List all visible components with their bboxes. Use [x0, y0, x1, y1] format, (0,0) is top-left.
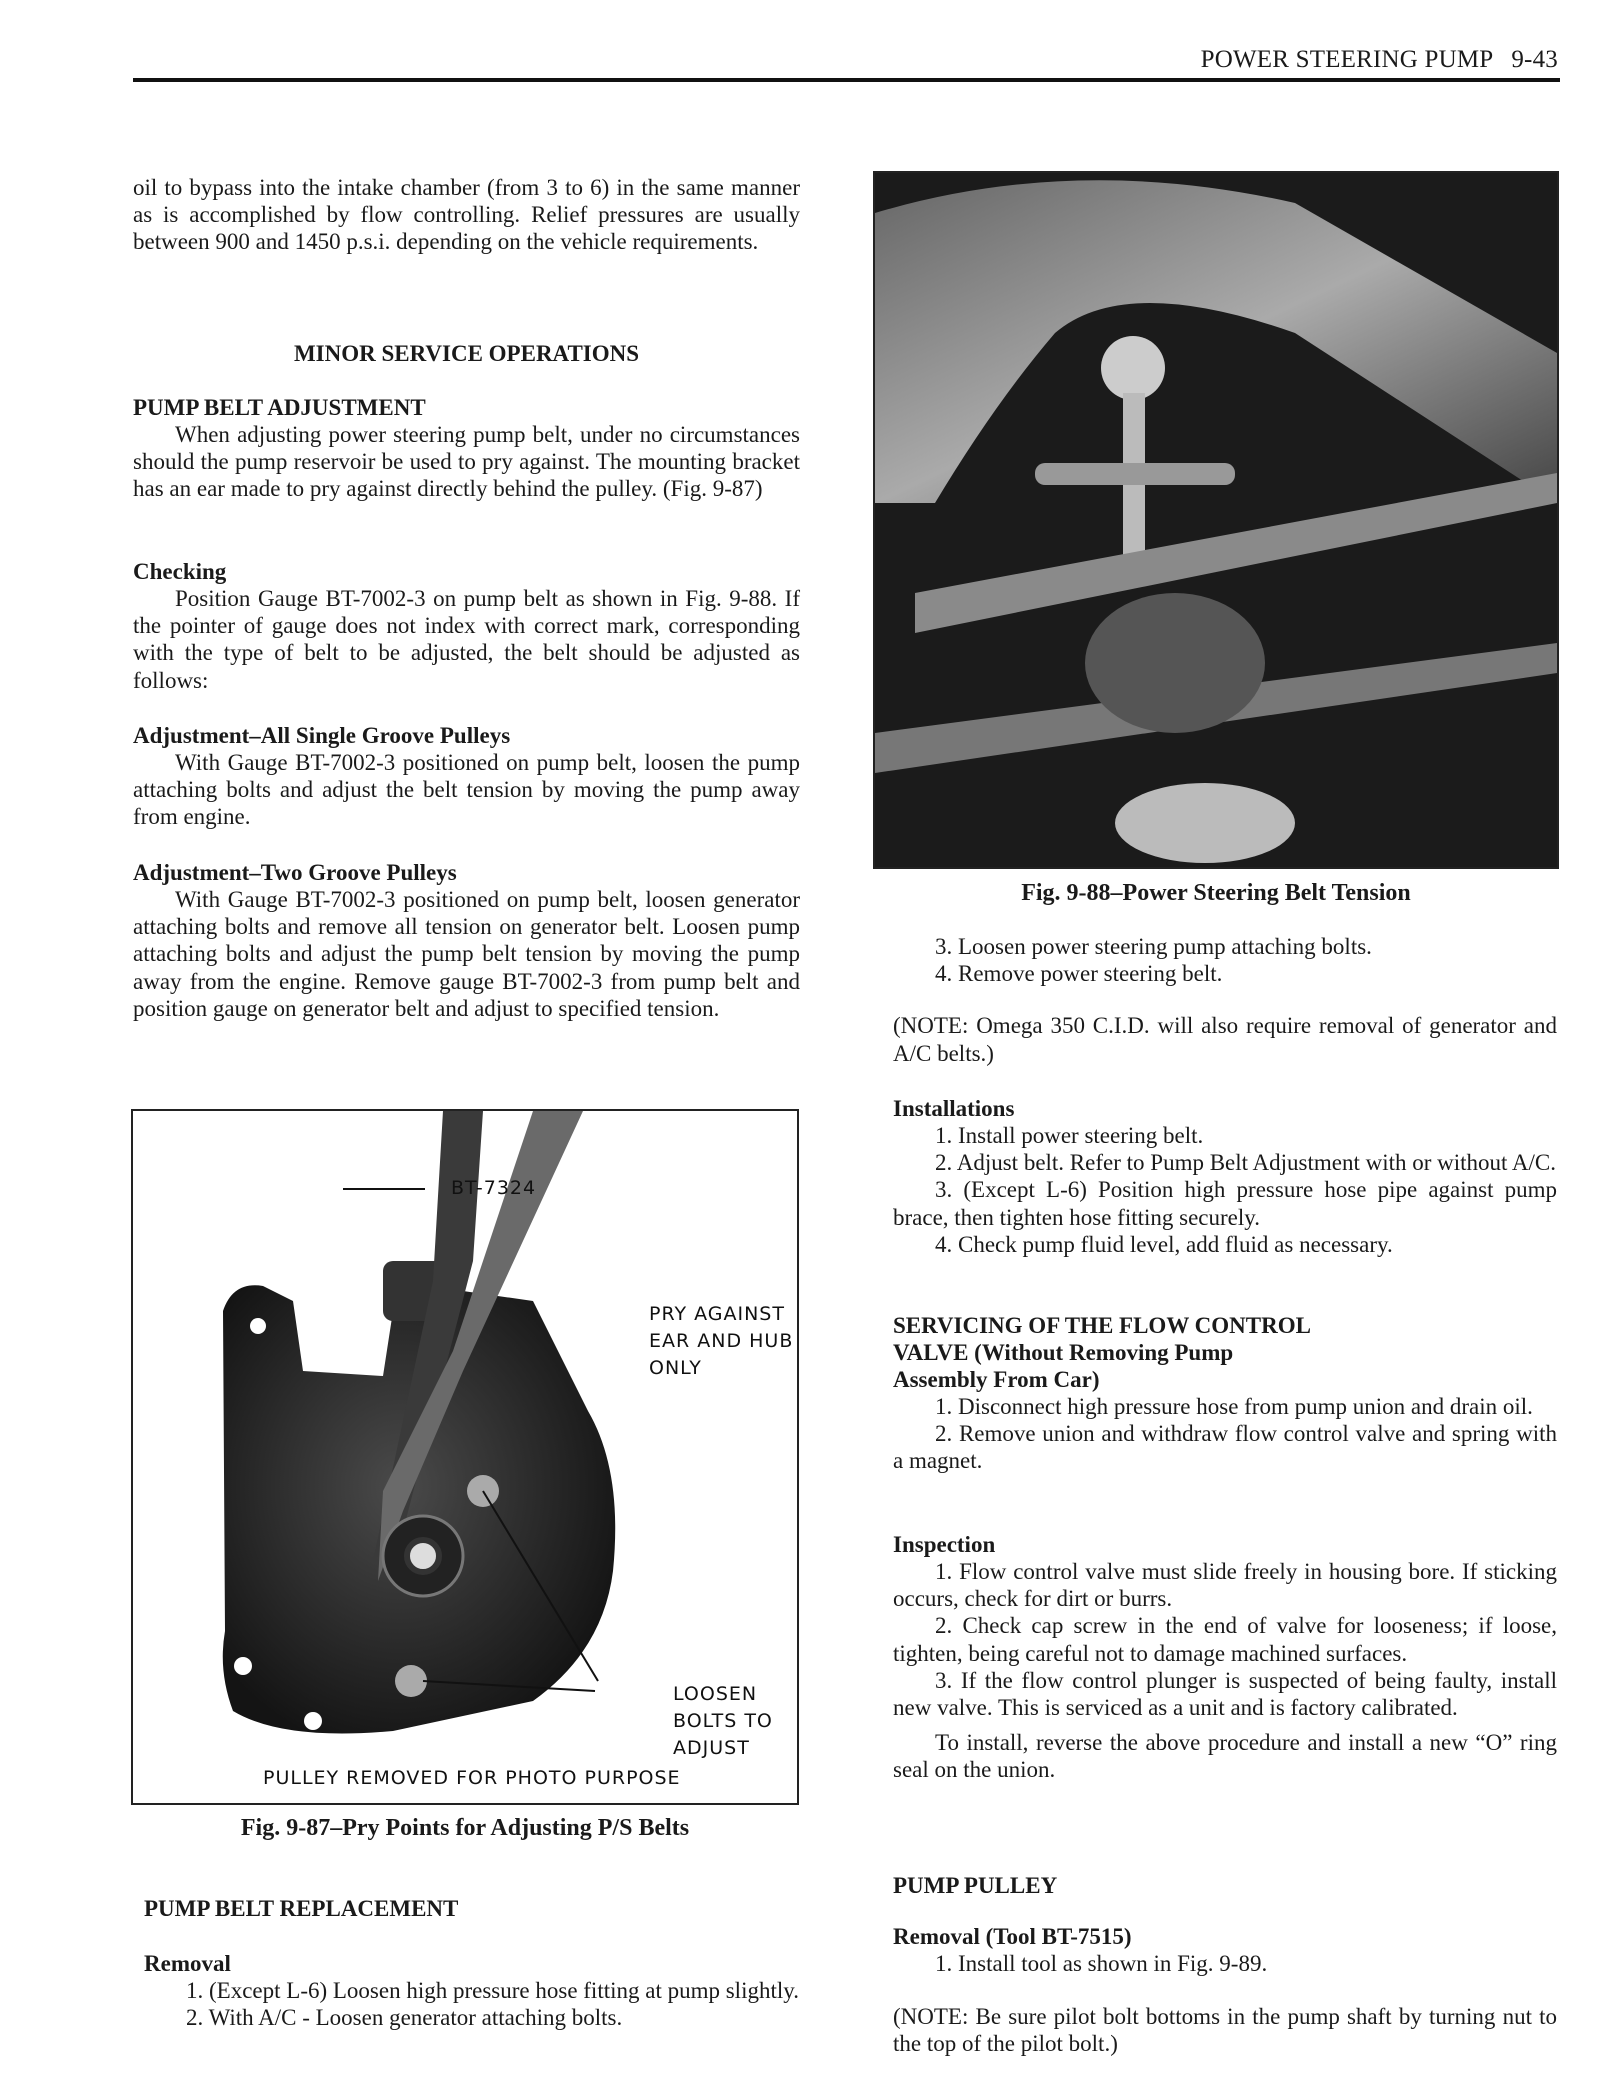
figure-9-88-caption: Fig. 9-88–Power Steering Belt Tension [1021, 880, 1411, 906]
belt-adjustment-section [133, 394, 800, 503]
loosen-label [673, 1681, 773, 1762]
cap [1115, 783, 1295, 863]
intro-text: oil to bypass into the intake chamber (from 3 to 6) in the same manner as is accomplished by flow controlling. Relief pressures are usually between 900 and 1450 p.s.i. depending on the vehicle requirements. [133, 175, 800, 255]
note-omega: (NOTE: Omega 350 C.I.D. will also require removal of generator and A/C belts.) [893, 1013, 1557, 1066]
pump-pulley-section [893, 1872, 1557, 2058]
two-groove-text: With Gauge BT-7002-3 positioned on pump belt, loosen generator attaching bolts and remove all tension on generator belt. Loosen pump attaching bolts and adjust the pump belt tension by moving the pump away from the engine. Remove gauge BT-7002-3 from pump belt and position gauge on generator belt and adjust to specified tension. [133, 887, 800, 1021]
inspection-step: 2. Check cap screw in the end of valve for looseness; if loose, tighten, being careful not to damage machined surfaces. [893, 1613, 1557, 1666]
install-step: 3. (Except L-6) Position high pressure hose pipe against pump brace, then tighten hose fitting securely. [893, 1177, 1557, 1230]
lower-bolt-icon [395, 1665, 427, 1697]
note-pilot-bolt: (NOTE: Be sure pilot bolt bottoms in the pump shaft by turning nut to the top of the pilot bolt.) [893, 2004, 1557, 2057]
pry-label [649, 1301, 793, 1382]
to-install-text: To install, reverse the above procedure and install a new “O” ring seal on the union. [893, 1730, 1557, 1783]
figure-9-88-photo [873, 171, 1559, 869]
pulley-removal-heading: Removal (Tool BT-7515) [893, 1924, 1132, 1949]
belt-replacement-heading: PUMP BELT REPLACEMENT [144, 1896, 459, 1921]
hose [875, 180, 1557, 503]
removal-heading: Removal [144, 1951, 231, 1976]
minor-service-heading: MINOR SERVICE OPERATIONS [293, 341, 640, 366]
removal-continued [893, 933, 1557, 1067]
installations-section [893, 1095, 1557, 1258]
pry-label-line: ONLY [649, 1357, 702, 1379]
inspection-step: 3. If the flow control plunger is suspected of being faulty, install new valve. This is serviced as a unit and is factory calibrated. [893, 1667, 1557, 1721]
gauge-knob [1101, 336, 1165, 400]
pulley-note: PULLEY REMOVED FOR PHOTO PURPOSE [263, 1767, 681, 1789]
install-step: 1. Install power steering belt. [935, 1123, 1204, 1148]
header-rule [133, 78, 1560, 82]
servicing-section [893, 1312, 1557, 1475]
figure-9-87-photo [131, 1109, 799, 1805]
pump-pulley-heading: PUMP PULLEY [893, 1873, 1058, 1898]
page-number: 9-43 [1511, 46, 1558, 73]
servicing-heading: SERVICING OF THE FLOW CONTROL [893, 1313, 1311, 1338]
servicing-step: 2. Remove union and withdraw flow control valve and spring with a magnet. [893, 1421, 1557, 1474]
checking-section [133, 558, 800, 694]
intro-paragraph [133, 174, 800, 256]
removal-step: 3. Loosen power steering pump attaching bolts. [935, 934, 1372, 959]
belt-tension-illustration [875, 173, 1557, 867]
pry-label-line: EAR AND HUB [649, 1330, 794, 1352]
loosen-label-line: BOLTS TO [673, 1710, 773, 1732]
install-step: 4. Check pump fluid level, add fluid as necessary. [935, 1231, 1393, 1257]
servicing-heading: VALVE (Without Removing Pump [893, 1340, 1234, 1365]
pry-label-line: PRY AGAINST [649, 1303, 785, 1325]
install-step: 2. Adjust belt. Refer to Pump Belt Adjustment with or without A/C. [935, 1150, 1556, 1176]
removal-step: 1. (Except L-6) Loosen high pressure hose fitting at pump slightly. [186, 1978, 800, 2003]
running-header [1201, 46, 1558, 74]
checking-heading: Checking [133, 559, 227, 584]
belt-replacement-section [144, 1895, 808, 2031]
loosen-label-line: ADJUST [673, 1737, 750, 1759]
checking-text: Position Gauge BT-7002-3 on pump belt as shown in Fig. 9-88. If the pointer of gauge does not index with correct mark, corresponding with the type of belt to be adjusted, the belt should be adjusted as follows: [133, 586, 800, 693]
inspection-step: 1. Flow control valve must slide freely in housing bore. If sticking occurs, check for dirt or burrs. [893, 1559, 1557, 1612]
tool-label: BT-7324 [451, 1177, 537, 1199]
section-title: POWER STEERING PUMP [1200, 46, 1494, 73]
single-groove-heading: Adjustment–All Single Groove Pulleys [133, 723, 511, 748]
pulley-step: 1. Install tool as shown in Fig. 9-89. [935, 1951, 1268, 1976]
installations-heading: Installations [893, 1096, 1015, 1121]
servicing-step: 1. Disconnect high pressure hose from pump union and drain oil. [935, 1394, 1533, 1419]
shaft-hole [407, 1540, 439, 1572]
inspection-heading: Inspection [893, 1532, 996, 1557]
belt-adjustment-text: When adjusting power steering pump belt, under no circumstances should the pump reservoir be used to pry against. The mounting bracket has an ear made to pry against directly behind the pulley. (Fig. 9-87) [133, 422, 800, 502]
inspection-section [893, 1531, 1557, 1784]
belt-adjustment-heading: PUMP BELT ADJUSTMENT [133, 395, 426, 420]
removal-step: 4. Remove power steering belt. [935, 961, 1223, 987]
two-groove-section [133, 859, 800, 1022]
single-groove-text: With Gauge BT-7002-3 positioned on pump belt, loosen the pump attaching bolts and adjust the belt tension by moving the pump away from engine. [133, 750, 800, 830]
gauge-handle [1035, 463, 1235, 485]
removal-step: 2. With A/C - Loosen generator attaching bolts. [186, 2005, 623, 2031]
loosen-label-line: LOOSEN [673, 1683, 758, 1705]
figure-9-87-caption: Fig. 9-87–Pry Points for Adjusting P/S Belts [240, 1815, 690, 1841]
single-groove-section [133, 722, 800, 831]
belt-upper [915, 473, 1557, 633]
servicing-heading: Assembly From Car) [893, 1367, 1100, 1392]
two-groove-heading: Adjustment–Two Groove Pulleys [133, 860, 457, 885]
pulley [1085, 593, 1265, 733]
